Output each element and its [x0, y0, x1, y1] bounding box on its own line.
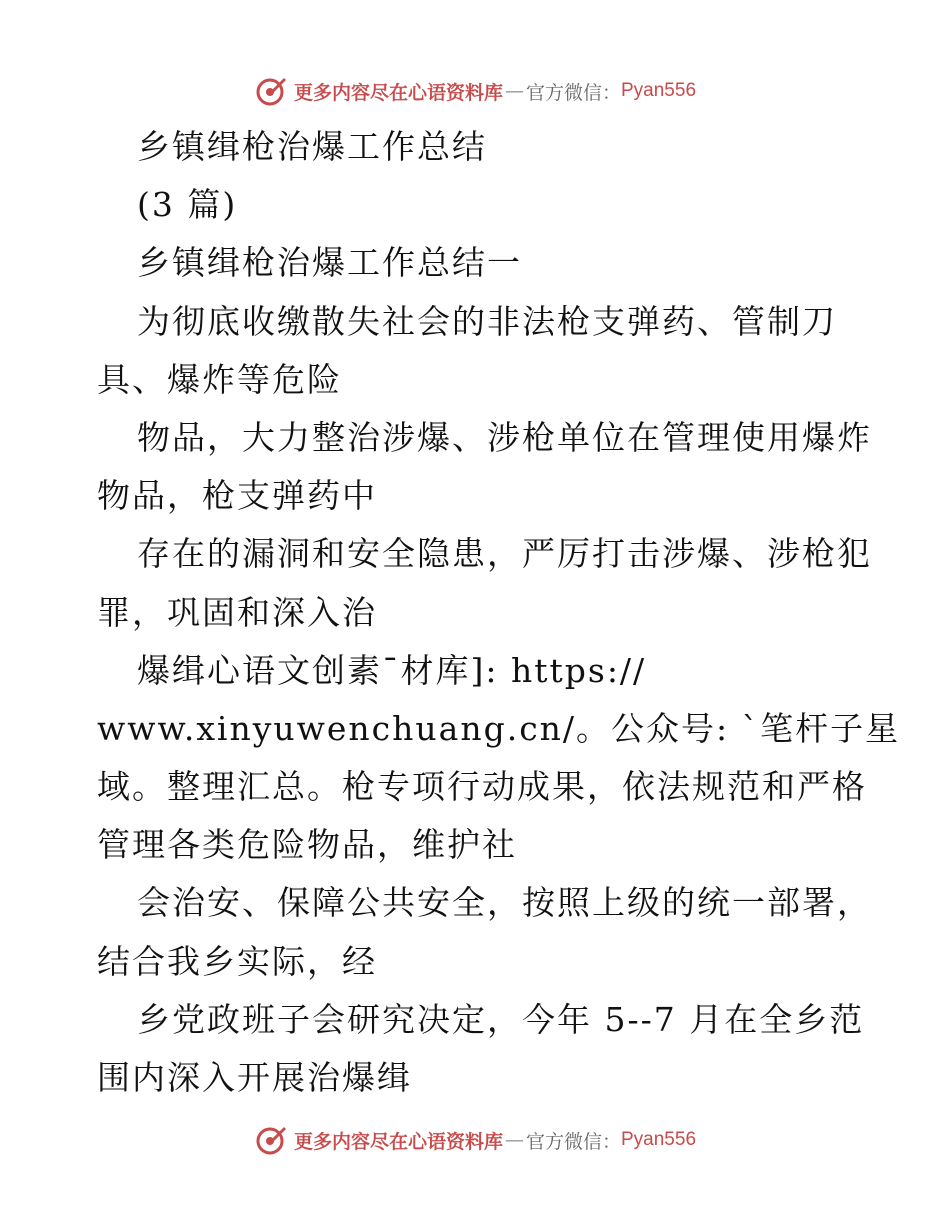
- text-line: 会治安、保障公共安全，按照上级的统一部署，: [137, 883, 872, 923]
- text-line: 结合我乡实际，经: [97, 941, 377, 981]
- banner-brand: 更多内容尽在心语资料库: [293, 81, 503, 104]
- banner-separator: —: [504, 80, 524, 102]
- text-line: 管理各类危险物品，维护社: [97, 825, 517, 865]
- section-heading: 乡镇缉枪治爆工作总结一: [137, 243, 522, 283]
- text-line: 存在的漏洞和安全隐患，严厉打击涉爆、涉枪犯: [137, 534, 872, 574]
- banner-brand: 更多内容尽在心语资料库: [293, 1130, 503, 1153]
- banner-label: 官方微信：: [525, 81, 621, 104]
- footer-watermark: [0, 1120, 950, 1160]
- header-watermark: [0, 71, 950, 111]
- text-line: 具、爆炸等危险: [97, 359, 342, 399]
- text-line: 乡党政班子会研究决定，今年 5--7 月在全乡范: [137, 999, 865, 1039]
- text-line: 物品，大力整治涉爆、涉枪单位在管理使用爆炸: [137, 417, 872, 457]
- doc-subtitle: (3 篇): [137, 185, 238, 225]
- text-line: 物品，枪支弹药中: [97, 476, 377, 516]
- text-line-url: www.xinyuwenchuang.cn/。公众号: `笔杆子星: [97, 708, 901, 748]
- text-line: 为彻底收缴散失社会的非法枪支弹药、管制刀: [137, 301, 837, 341]
- pen-logo-icon: [254, 74, 288, 108]
- banner-wechat-id: Pyan556: [621, 80, 697, 101]
- doc-title: 乡镇缉枪治爆工作总结: [137, 127, 487, 166]
- text-line: 域。整理汇总。枪专项行动成果，依法规范和严格: [97, 767, 867, 807]
- banner-wechat-id: Pyan556: [621, 1129, 697, 1150]
- text-line: 围内深入开展治爆缉: [97, 1058, 412, 1097]
- text-line: 罪，巩固和深入治: [97, 592, 377, 632]
- pen-logo-icon: [254, 1123, 288, 1157]
- document-body: [97, 118, 901, 1107]
- banner-separator: —: [504, 1129, 524, 1151]
- text-line: 爆缉心语文创素¯材库]: https://: [137, 650, 647, 690]
- banner-label: 官方微信：: [525, 1130, 621, 1153]
